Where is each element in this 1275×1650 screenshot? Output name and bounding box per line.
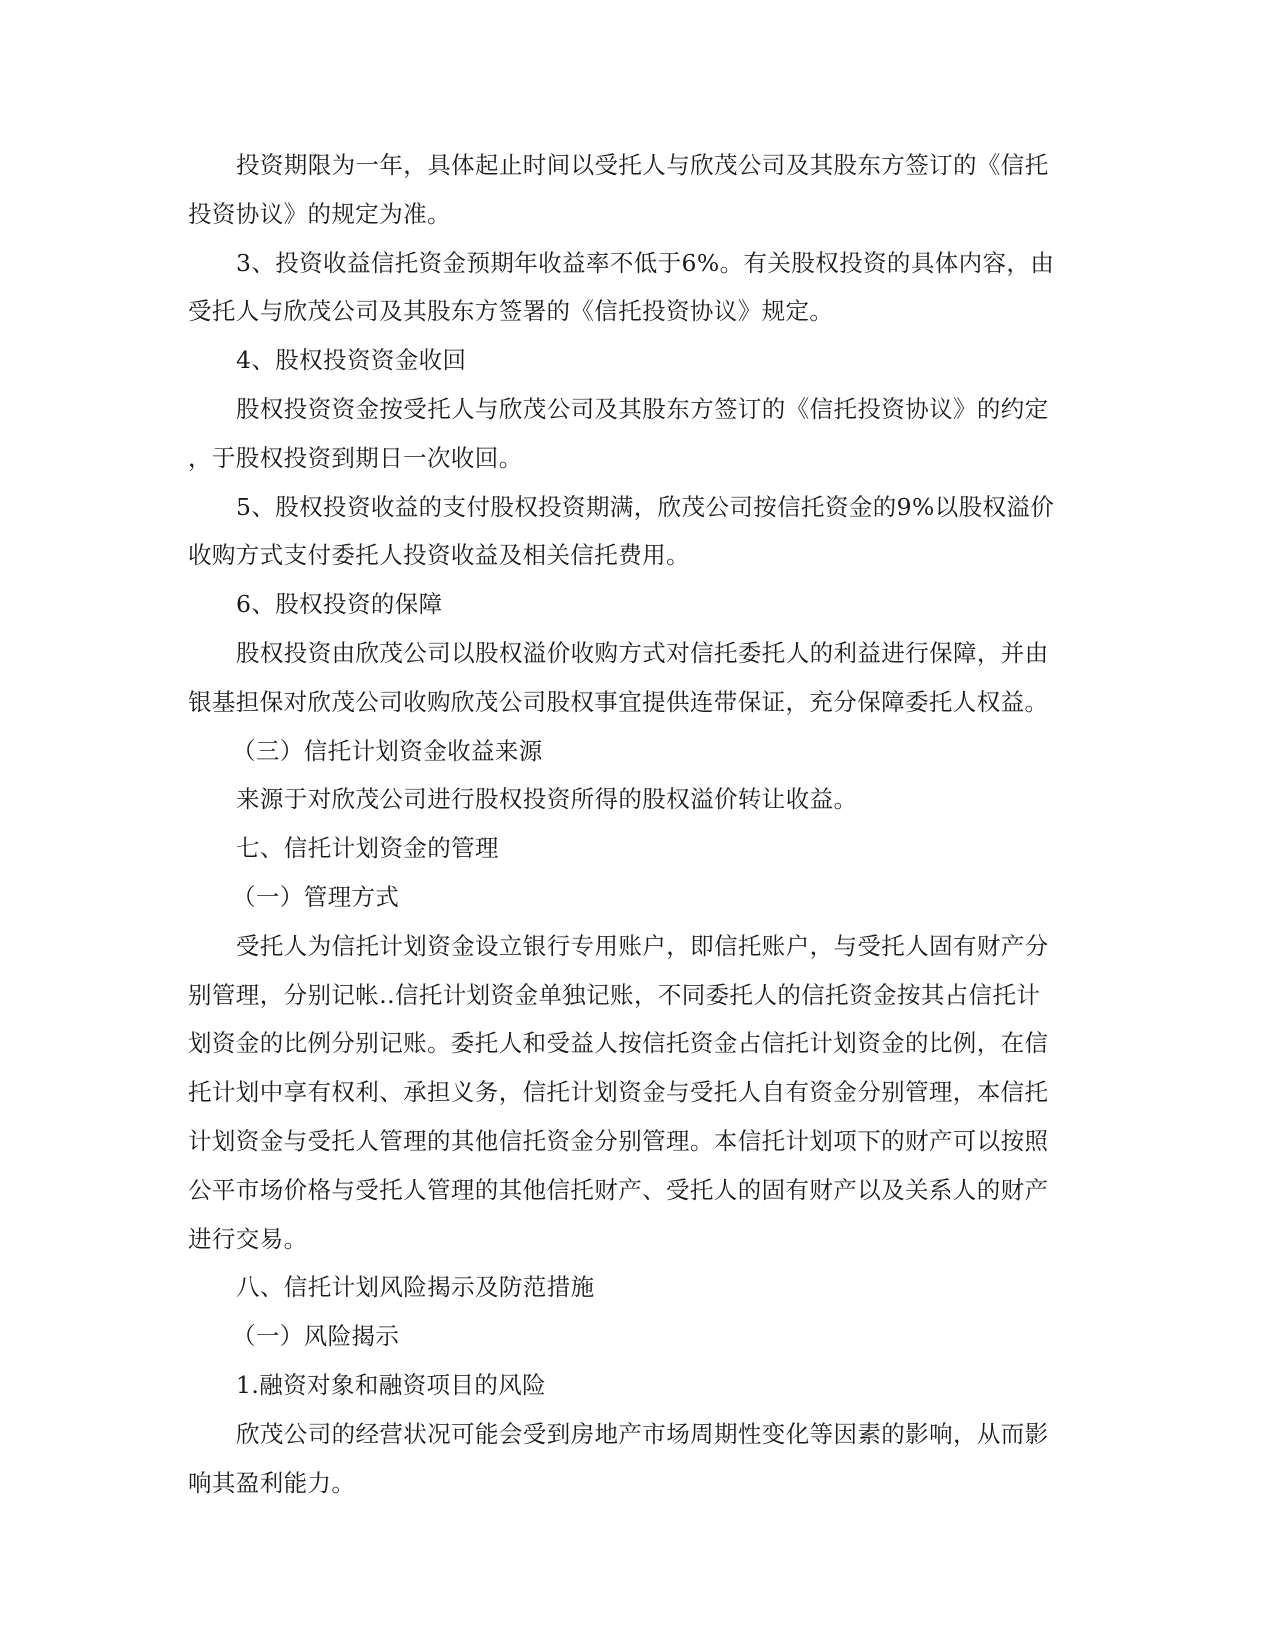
paragraph-item-3-line-1: 3、投资收益信托资金预期年收益率不低于6%。有关股权投资的具体内容，由 bbox=[236, 248, 1055, 277]
heading-item-6: 6、股权投资的保障 bbox=[236, 590, 443, 619]
paragraph-management-line-2: 别管理，分别记帐..信托计划资金单独记账，不同委托人的信托资金按其占信托计 bbox=[188, 980, 1041, 1009]
heading-management-method: （一）管理方式 bbox=[232, 882, 400, 911]
paragraph-recovery-line-1: 股权投资资金按受托人与欣茂公司及其股东方签订的《信托投资协议》的约定 bbox=[236, 394, 1049, 423]
paragraph-management-line-5: 计划资金与受托人管理的其他信托资金分别管理。本信托计划项下的财产可以按照 bbox=[188, 1126, 1049, 1155]
paragraph-term-line-2: 投资协议》的规定为准。 bbox=[188, 199, 451, 228]
document-body bbox=[188, 141, 1088, 1507]
paragraph-management-line-4: 托计划中享有权利、承担义务，信托计划资金与受托人自有资金分别管理，本信托 bbox=[188, 1078, 1049, 1107]
heading-chapter-8: 八、信托计划风险揭示及防范措施 bbox=[236, 1273, 595, 1302]
paragraph-guarantee-line-2: 银基担保对欣茂公司收购欣茂公司股权事宜提供连带保证，充分保障委托人权益。 bbox=[188, 687, 1049, 716]
paragraph-income-source: 来源于对欣茂公司进行股权投资所得的股权溢价转让收益。 bbox=[236, 785, 858, 814]
paragraph-management-line-1: 受托人为信托计划资金设立银行专用账户，即信托账户，与受托人固有财产分 bbox=[236, 931, 1049, 960]
paragraph-risk-line-2: 响其盈利能力。 bbox=[188, 1468, 356, 1497]
paragraph-guarantee-line-1: 股权投资由欣茂公司以股权溢价收购方式对信托委托人的利益进行保障，并由 bbox=[236, 638, 1049, 667]
heading-section-3: （三）信托计划资金收益来源 bbox=[232, 736, 543, 765]
paragraph-item-5-line-2: 收购方式支付委托人投资收益及相关信托费用。 bbox=[188, 541, 690, 570]
paragraph-management-line-7: 进行交易。 bbox=[188, 1224, 308, 1253]
heading-item-4: 4、股权投资资金收回 bbox=[236, 346, 467, 375]
paragraph-management-line-3: 划资金的比例分别记账。委托人和受益人按信托资金占信托计划资金的比例，在信 bbox=[188, 1029, 1049, 1058]
paragraph-term-line-1: 投资期限为一年，具体起止时间以受托人与欣茂公司及其股东方签订的《信托 bbox=[236, 151, 1049, 179]
heading-financing-risk: 1.融资对象和融资项目的风险 bbox=[236, 1370, 547, 1399]
paragraph-management-line-6: 公平市场价格与受托人管理的其他信托财产、受托人的固有财产以及关系人的财产 bbox=[188, 1175, 1049, 1204]
paragraph-item-5-line-1: 5、股权投资收益的支付股权投资期满，欣茂公司按信托资金的9%以股权溢价 bbox=[236, 492, 1055, 521]
heading-chapter-7: 七、信托计划资金的管理 bbox=[236, 834, 499, 863]
paragraph-item-3-line-2: 受托人与欣茂公司及其股东方签署的《信托投资协议》规定。 bbox=[188, 297, 834, 326]
heading-risk-disclosure: （一）风险揭示 bbox=[232, 1322, 400, 1351]
paragraph-risk-line-1: 欣茂公司的经营状况可能会受到房地产市场周期性变化等因素的影响，从而影 bbox=[236, 1419, 1049, 1448]
paragraph-recovery-line-2: ，于股权投资到期日一次收回。 bbox=[188, 443, 523, 472]
